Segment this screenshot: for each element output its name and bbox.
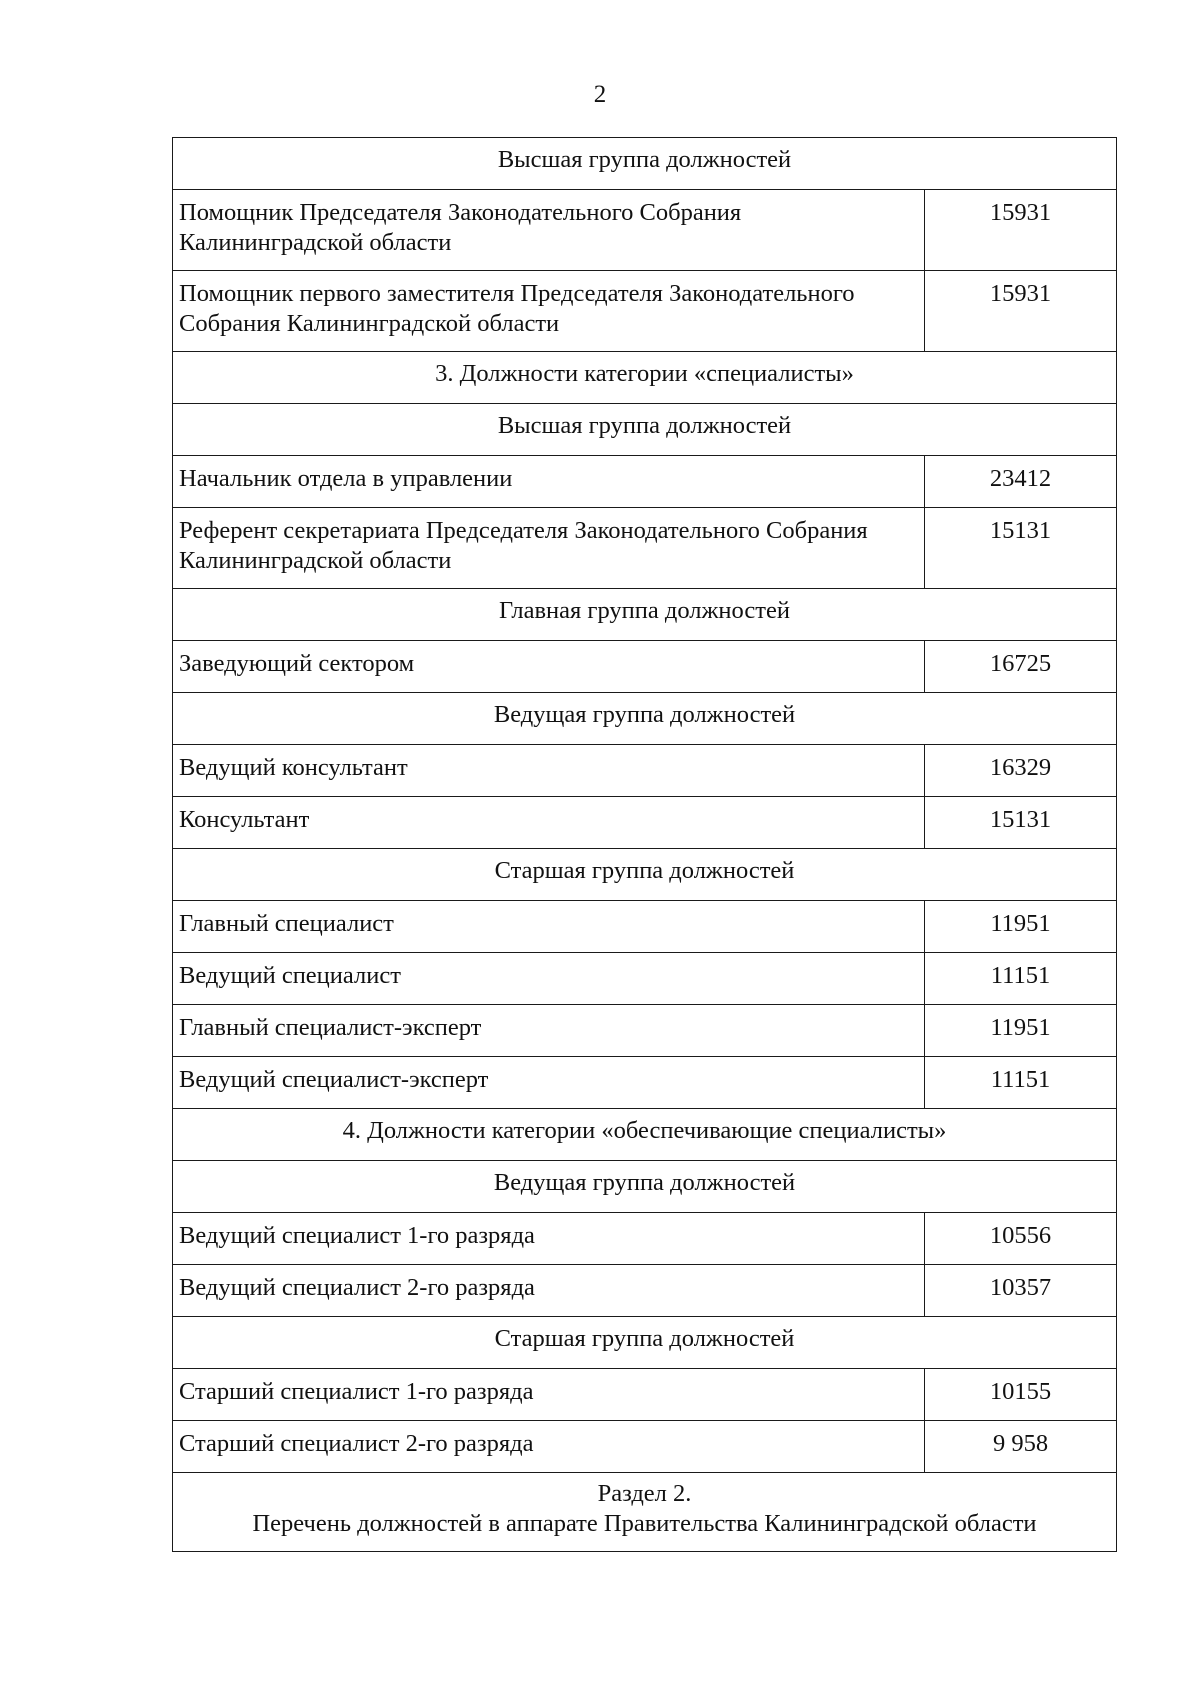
position-name: Главный специалист-эксперт	[173, 1005, 925, 1057]
table-row	[173, 508, 1117, 589]
section-title: Перечень должностей в аппарате Правительства Калининградской области	[252, 1510, 1037, 1537]
position-name-line: Помощник Председателя Законодательного Собрания	[179, 199, 742, 226]
table-row	[173, 1005, 1117, 1057]
table-group-heading	[173, 138, 1117, 190]
salary-value: 9 958	[925, 1421, 1117, 1473]
position-name: Ведущий специалист	[173, 953, 925, 1005]
position-name: Ведущий специалист-эксперт	[173, 1057, 925, 1109]
position-name-line: Калининградской области	[179, 547, 452, 574]
position-name: Заведующий сектором	[173, 641, 925, 693]
table-row	[173, 1057, 1117, 1109]
salary-value: 10556	[925, 1213, 1117, 1265]
table-group-heading	[173, 849, 1117, 901]
salary-value: 16329	[925, 745, 1117, 797]
position-name: Старший специалист 2-го разряда	[173, 1421, 925, 1473]
position-name-line: Референт секретариата Председателя Законодательного Собрания	[179, 517, 868, 544]
salary-value: 23412	[925, 456, 1117, 508]
table-group-heading	[173, 589, 1117, 641]
salary-value: 11951	[925, 901, 1117, 953]
position-name: Консультант	[173, 797, 925, 849]
position-name: Ведущий специалист 1-го разряда	[173, 1213, 925, 1265]
group-heading-text: Старшая группа должностей	[173, 849, 1117, 901]
table-row	[173, 1369, 1117, 1421]
group-heading-text: Ведущая группа должностей	[173, 1161, 1117, 1213]
table-group-heading	[173, 1161, 1117, 1213]
table-group-heading	[173, 404, 1117, 456]
table-row	[173, 190, 1117, 271]
position-name-line: Калининградской области	[179, 229, 452, 256]
position-name: Старший специалист 1-го разряда	[173, 1369, 925, 1421]
table-category-heading	[173, 1109, 1117, 1161]
group-heading-text: Старшая группа должностей	[173, 1317, 1117, 1369]
salary-value: 15931	[925, 271, 1117, 352]
table-row	[173, 1421, 1117, 1473]
position-name-line: Собрания Калининградской области	[179, 310, 560, 337]
table-row	[173, 271, 1117, 352]
table-row	[173, 953, 1117, 1005]
table-row	[173, 901, 1117, 953]
salary-value: 16725	[925, 641, 1117, 693]
position-name: Ведущий специалист 2-го разряда	[173, 1265, 925, 1317]
table-row	[173, 641, 1117, 693]
position-name: Ведущий консультант	[173, 745, 925, 797]
position-name: Главный специалист	[173, 901, 925, 953]
group-heading-text: Главная группа должностей	[173, 589, 1117, 641]
table-group-heading	[173, 1317, 1117, 1369]
salary-value: 11151	[925, 1057, 1117, 1109]
category-heading-text: 3. Должности категории «специалисты»	[173, 352, 1117, 404]
group-heading-text: Высшая группа должностей	[173, 404, 1117, 456]
salary-value: 15131	[925, 797, 1117, 849]
salary-value: 11151	[925, 953, 1117, 1005]
table-row	[173, 745, 1117, 797]
section-number: Раздел 2.	[597, 1480, 692, 1507]
group-heading-text: Высшая группа должностей	[173, 138, 1117, 190]
position-name	[173, 190, 925, 271]
page-number: 2	[593, 81, 607, 108]
salary-value: 11951	[925, 1005, 1117, 1057]
position-name-line: Помощник первого заместителя Председателя Законодательного	[179, 280, 855, 307]
table-row	[173, 797, 1117, 849]
table-section-heading	[173, 1473, 1117, 1552]
group-heading-text: Ведущая группа должностей	[173, 693, 1117, 745]
table-category-heading	[173, 352, 1117, 404]
salary-value: 10357	[925, 1265, 1117, 1317]
salary-value: 10155	[925, 1369, 1117, 1421]
salary-value: 15131	[925, 508, 1117, 589]
table-group-heading	[173, 693, 1117, 745]
position-name: Начальник отдела в управлении	[173, 456, 925, 508]
positions-table	[172, 137, 1117, 1552]
salary-value: 15931	[925, 190, 1117, 271]
position-name	[173, 271, 925, 352]
table-row	[173, 456, 1117, 508]
category-heading-text: 4. Должности категории «обеспечивающие специалисты»	[173, 1109, 1117, 1161]
section-heading	[173, 1473, 1117, 1552]
table-row	[173, 1213, 1117, 1265]
table-row	[173, 1265, 1117, 1317]
position-name	[173, 508, 925, 589]
